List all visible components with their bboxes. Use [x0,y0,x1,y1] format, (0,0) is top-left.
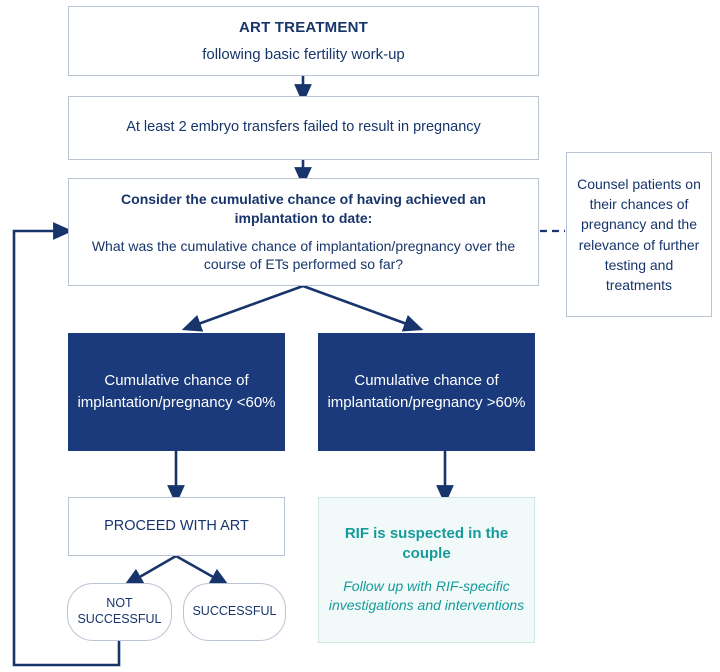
rif-suspected-title: RIF is suspected in the couple [344,525,509,563]
node-rif-suspected [318,497,535,643]
proceed-with-art-text: PROCEED WITH ART [104,517,249,534]
node-consider-cumulative [68,178,539,286]
node-cumulative-chance-high [318,333,535,451]
not-successful-text: NOT SUCCESSFUL [77,596,162,626]
consider-cumulative-question: What was the cumulative chance of implantation/pregnancy over the course of ETs performed so far? [91,237,516,273]
art-treatment-title: ART TREATMENT [239,19,368,36]
node-art-treatment [68,6,539,76]
node-counsel-patients [566,152,712,317]
counsel-patients-text: Counsel patients on their chances of pregnancy and the relevance of further testing and treatments [577,175,701,294]
rif-suspected-subtitle: Follow up with RIF-specific investigations and interventions [328,577,525,614]
node-not-successful [67,583,172,641]
art-treatment-subtitle: following basic fertility work-up [202,46,405,63]
cumulative-chance-low-text: Cumulative chance of implantation/pregnancy <60% [77,372,276,411]
node-successful [183,583,286,641]
node-cumulative-chance-low [68,333,285,451]
successful-text: SUCCESSFUL [192,604,277,619]
node-proceed-with-art [68,497,285,556]
consider-cumulative-heading: Consider the cumulative chance of having achieved an implantation to date: [121,190,486,226]
cumulative-chance-high-text: Cumulative chance of implantation/pregnancy >60% [327,372,526,411]
failed-transfers-text: At least 2 embryo transfers failed to result in pregnancy [126,119,481,136]
node-failed-transfers [68,96,539,160]
